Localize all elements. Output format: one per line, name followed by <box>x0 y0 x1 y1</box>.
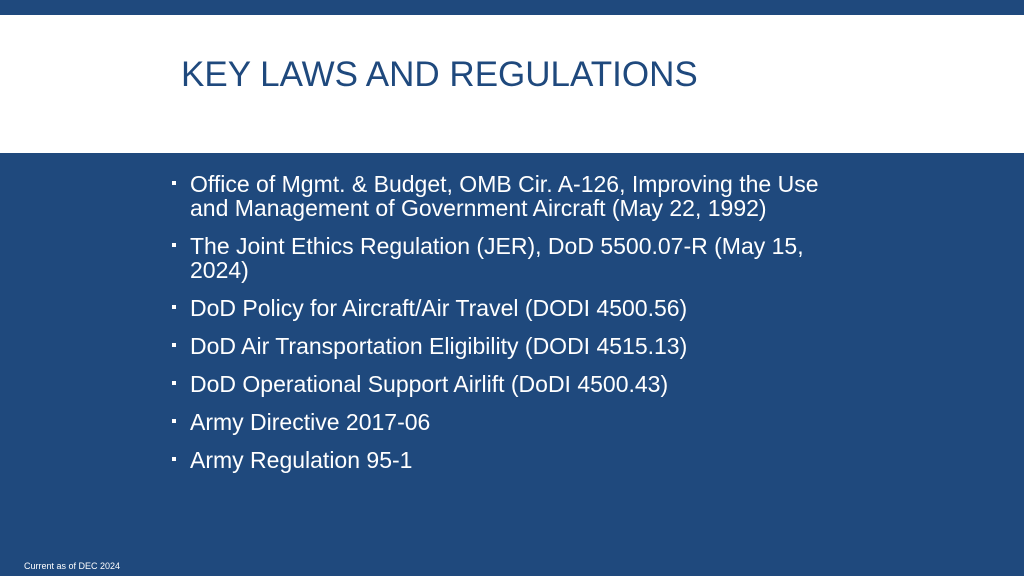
bullet-marker-icon <box>172 381 176 385</box>
bullet-marker-icon <box>172 243 176 247</box>
bullet-item <box>172 234 832 282</box>
bullet-text: Office of Mgmt. & Budget, OMB Cir. A-126, Improving the Use and Management of Government Aircraft (May 22, 1992) <box>190 171 819 221</box>
bullet-marker-icon <box>172 181 176 185</box>
bullet-list <box>172 172 832 486</box>
bullet-item <box>172 172 832 220</box>
bullet-marker-icon <box>172 457 176 461</box>
bullet-marker-icon <box>172 343 176 347</box>
bullet-marker-icon <box>172 305 176 309</box>
bullet-marker-icon <box>172 419 176 423</box>
bullet-text: The Joint Ethics Regulation (JER), DoD 5500.07-R (May 15, 2024) <box>190 233 804 283</box>
bullet-text: DoD Operational Support Airlift (DoDI 4500.43) <box>190 371 669 397</box>
bullet-text: DoD Air Transportation Eligibility (DODI 4515.13) <box>190 333 688 359</box>
bullet-item <box>172 372 832 396</box>
bullet-text: DoD Policy for Aircraft/Air Travel (DODI 4500.56) <box>190 295 688 321</box>
bullet-item <box>172 296 832 320</box>
bullet-text: Army Directive 2017-06 <box>190 409 431 435</box>
bullet-item <box>172 410 832 434</box>
bullet-item <box>172 334 832 358</box>
footer-date-note: Current as of DEC 2024 <box>24 561 121 571</box>
slide-title: KEY LAWS AND REGULATIONS <box>181 55 698 94</box>
bullet-item <box>172 448 832 472</box>
bullet-text: Army Regulation 95-1 <box>190 447 413 473</box>
